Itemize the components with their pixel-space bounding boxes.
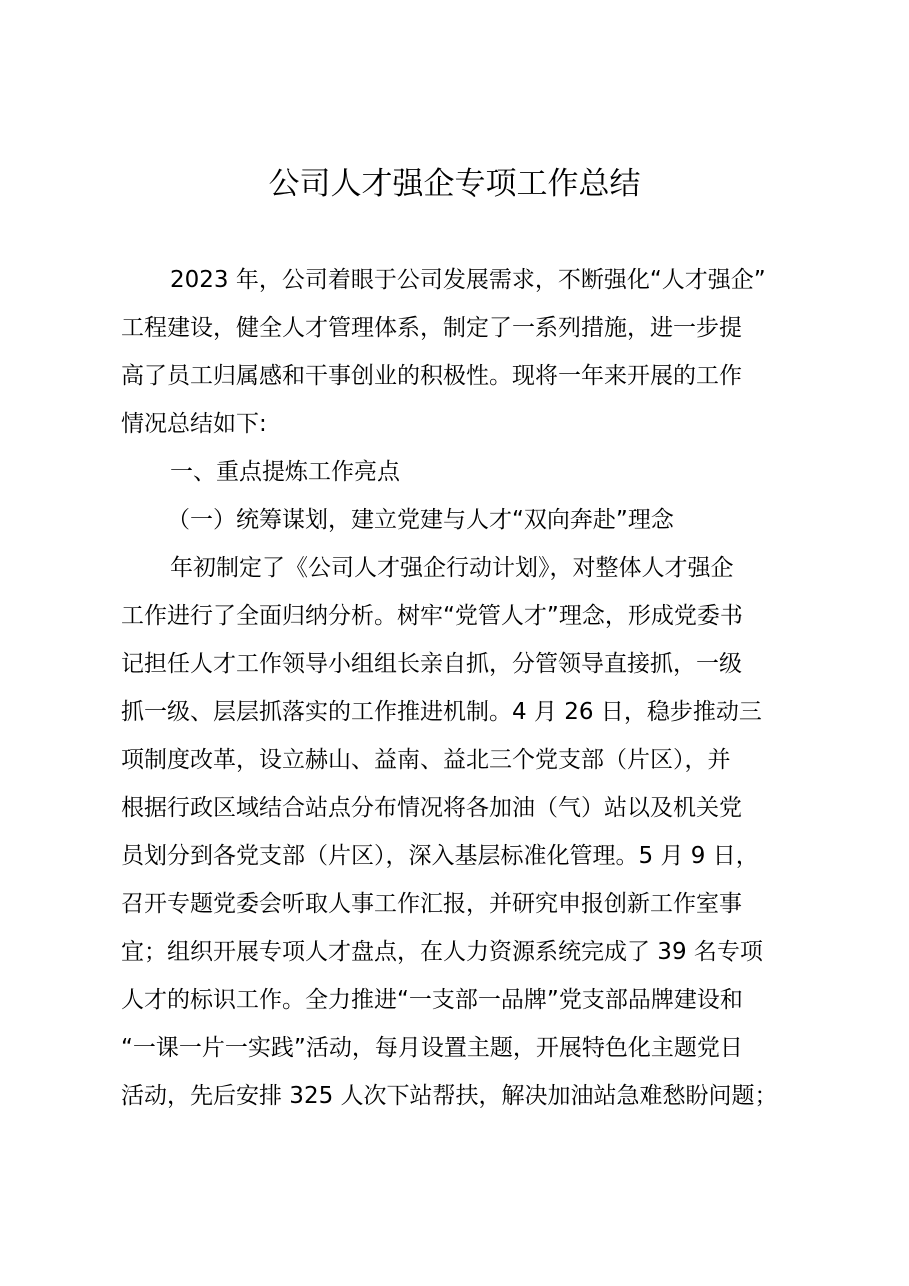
paragraph-line: 工作进行了全面归纳分析。树牢“党管人才”理念，形成党委书: [121, 603, 743, 629]
paragraph-line: 项制度改革，设立赫山、益南、益北三个党支部（片区），并: [121, 747, 731, 773]
paragraph-line: 2023 年，公司着眼于公司发展需求，不断强化“人才强企”: [170, 267, 766, 293]
paragraph-line: 年初制定了《公司人才强企行动计划》，对整体人才强企: [170, 555, 734, 581]
paragraph-line: 员划分到各党支部（片区），深入基层标准化管理。5 月 9 日，: [121, 843, 759, 869]
document-body: [121, 256, 809, 1120]
paragraph-line: 高了员工归属感和干事创业的积极性。现将一年来开展的工作: [121, 363, 742, 389]
paragraph-line: 人才的标识工作。全力推进“一支部一品牌”党支部品牌建设和: [121, 987, 743, 1013]
paragraph-line: “一课一片一实践”活动，每月设置主题，开展特色化主题党日: [121, 1035, 743, 1061]
paragraph-line: 根据行政区域结合站点分布情况将各加油（气）站以及机关党: [121, 795, 742, 821]
paragraph-line: 记担任人才工作领导小组组长亲自抓，分管领导直接抓，一级: [121, 651, 742, 677]
paragraph-line: 活动，先后安排 325 人次下站帮扶，解决加油站急难愁盼问题；: [121, 1083, 778, 1109]
document-title: 公司人才强企专项工作总结: [268, 166, 641, 202]
paragraph-line: 召开专题党委会听取人事工作汇报，并研究申报创新工作室事: [121, 891, 742, 917]
paragraph-line: 抓一级、层层抓落实的工作推进机制。4 月 26 日，稳步推动三: [121, 699, 762, 725]
subsection-heading: （一）统筹谋划，建立党建与人才“双向奔赴”理念: [167, 507, 674, 533]
paragraph-line: 工程建设，健全人才管理体系，制定了一系列措施，进一步提: [121, 315, 742, 341]
section-heading: 一、重点提炼工作亮点: [170, 459, 400, 485]
paragraph-line: 情况总结如下:: [121, 411, 267, 437]
paragraph-line: 宜；组织开展专项人才盘点，在人力资源系统完成了 39 名专项: [121, 939, 763, 965]
